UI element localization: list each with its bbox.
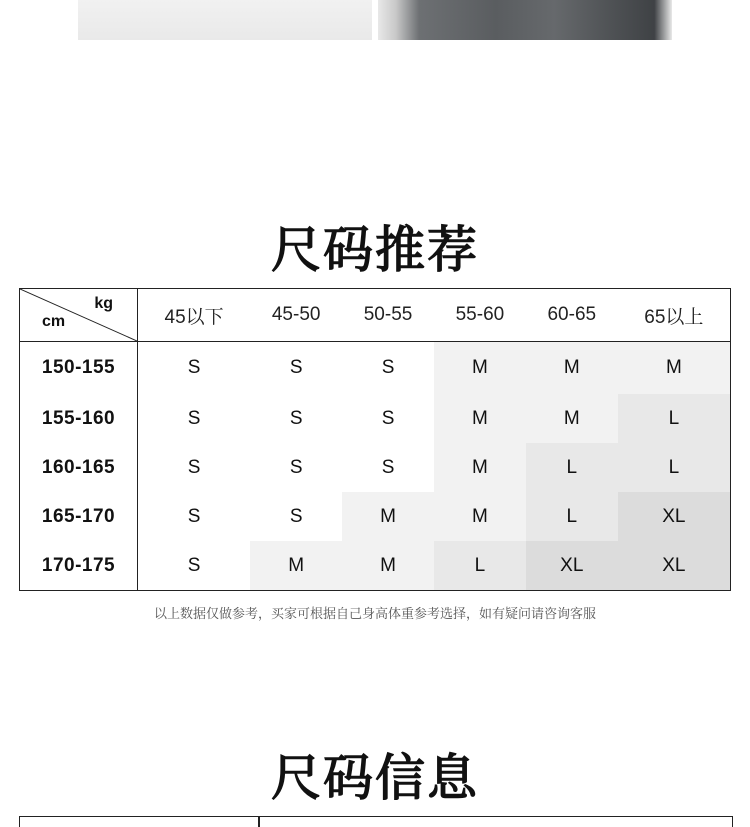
weight-column-header: 65以上 (618, 289, 731, 342)
table-row (20, 541, 731, 591)
height-row-label: 150-155 (20, 342, 138, 395)
weight-column-header: 60-65 (526, 289, 618, 342)
size-cell: M (526, 342, 618, 395)
size-cell: L (618, 394, 731, 443)
height-row-label: 165-170 (20, 492, 138, 541)
size-disclaimer-note: 以上数据仅做参考，买家可根据自己身高体重参考选择，如有疑问请咨询客服 (153, 607, 596, 622)
weight-column-header: 45以下 (138, 289, 251, 342)
size-cell: M (434, 443, 526, 492)
size-cell: M (434, 492, 526, 541)
weight-column-header: 45-50 (250, 289, 342, 342)
size-cell: S (138, 342, 251, 395)
size-cell: L (526, 492, 618, 541)
height-row-label: 160-165 (20, 443, 138, 492)
size-cell: S (138, 541, 251, 591)
corner-header (20, 289, 138, 342)
table-row (20, 394, 731, 443)
size-recommend-title: 尺码推荐 (271, 221, 479, 279)
height-row-label: 155-160 (20, 394, 138, 443)
size-cell: L (526, 443, 618, 492)
size-cell: L (434, 541, 526, 591)
size-cell: S (250, 443, 342, 492)
size-cell: S (342, 342, 434, 395)
size-cell: L (618, 443, 731, 492)
height-unit-label: cm (42, 313, 66, 330)
size-cell: S (342, 443, 434, 492)
table-row (20, 342, 731, 395)
size-cell: M (250, 541, 342, 591)
table-row (20, 492, 731, 541)
table-row (20, 443, 731, 492)
size-cell: S (138, 443, 251, 492)
size-cell: XL (618, 541, 731, 591)
size-cell: M (526, 394, 618, 443)
size-cell: S (138, 492, 251, 541)
table-header-row (20, 289, 731, 342)
size-cell: M (342, 492, 434, 541)
size-cell: S (250, 342, 342, 395)
size-cell: S (250, 394, 342, 443)
size-cell: XL (618, 492, 731, 541)
diagonal-divider (20, 289, 137, 341)
size-cell: M (434, 394, 526, 443)
product-photo-strip (0, 0, 750, 40)
size-cell: M (434, 342, 526, 395)
size-info-title: 尺码信息 (271, 749, 479, 807)
size-cell: XL (526, 541, 618, 591)
size-cell: S (342, 394, 434, 443)
size-cell: M (342, 541, 434, 591)
weight-column-header: 50-55 (342, 289, 434, 342)
size-cell: M (618, 342, 731, 395)
weight-column-header: 55-60 (434, 289, 526, 342)
size-recommend-table (19, 288, 731, 591)
product-photo-right (378, 0, 672, 40)
product-photo-left (78, 0, 372, 40)
weight-unit-label: kg (94, 295, 113, 312)
height-row-label: 170-175 (20, 541, 138, 591)
size-cell: S (250, 492, 342, 541)
size-cell: S (138, 394, 251, 443)
size-info-table-divider (258, 817, 260, 827)
